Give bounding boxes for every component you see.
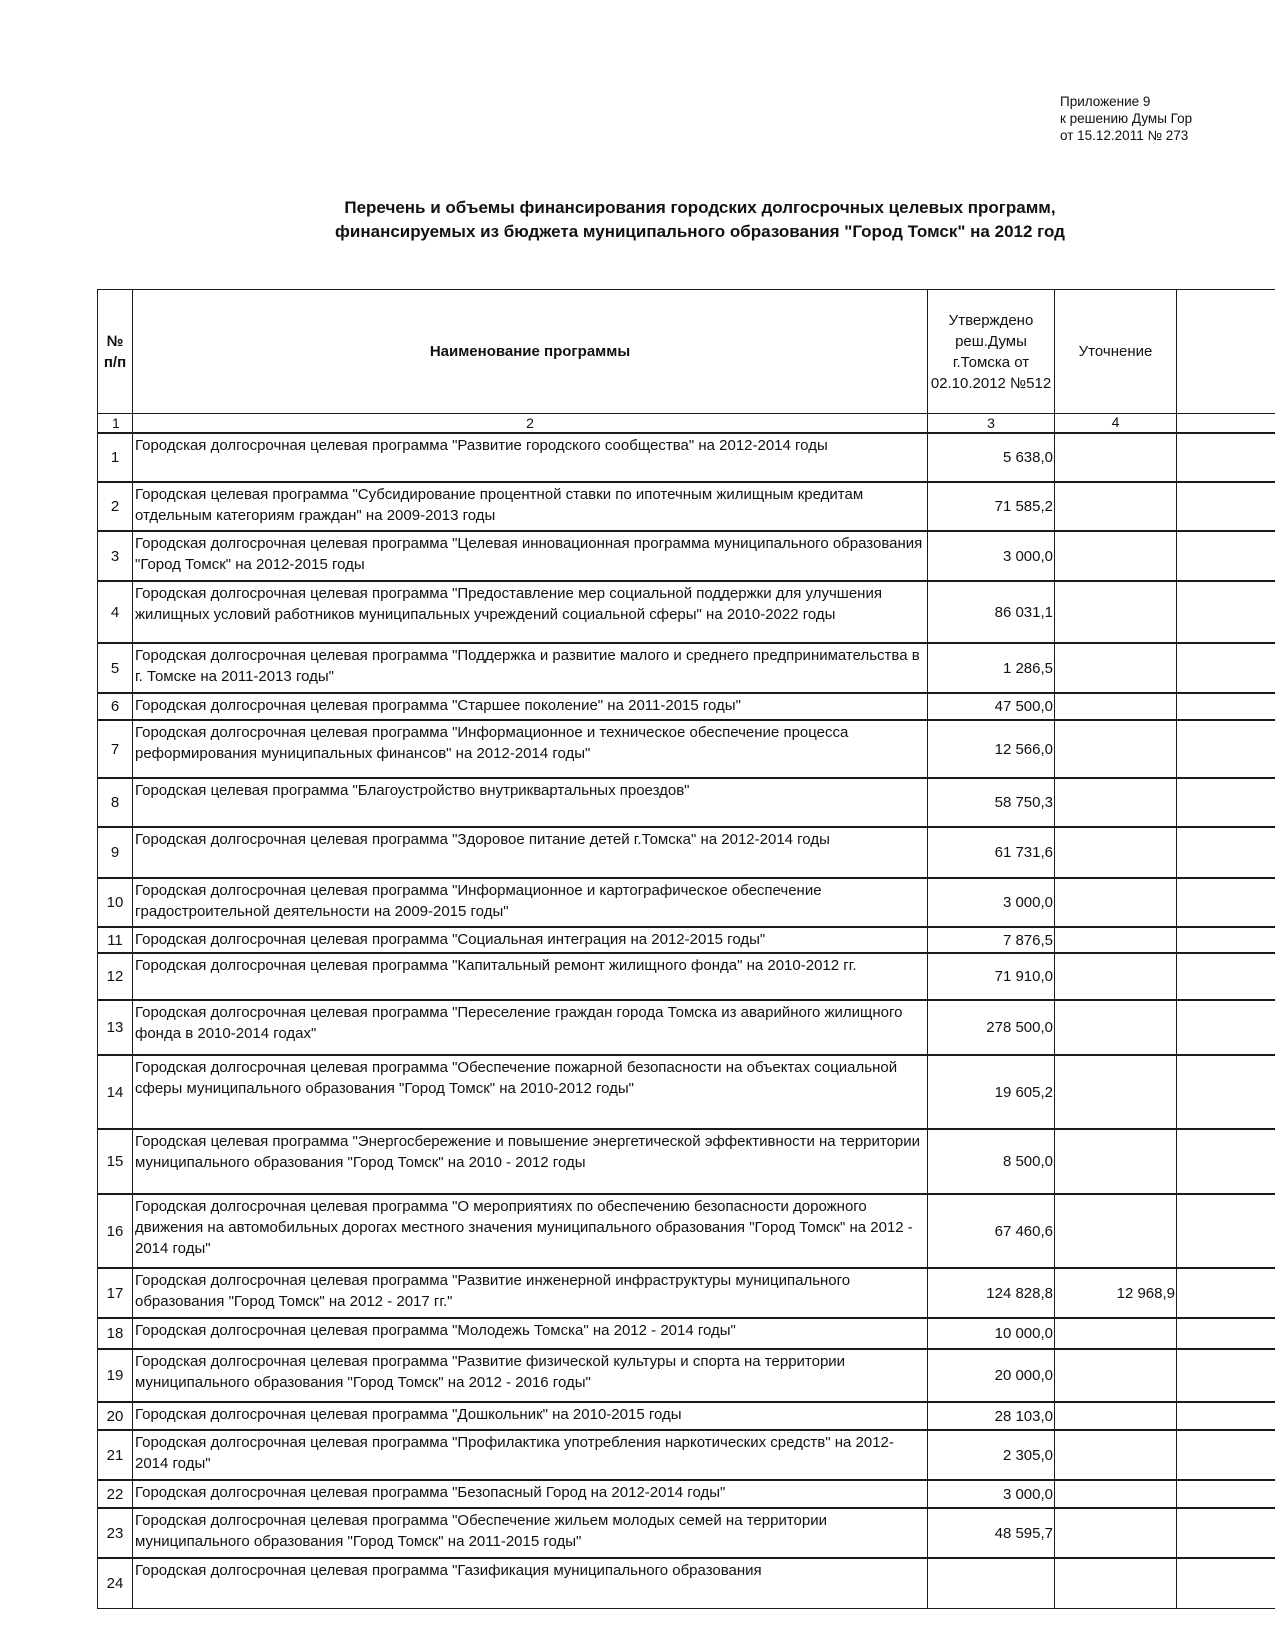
colnum-3: 3 bbox=[928, 414, 1055, 434]
appendix-line-1: Приложение 9 bbox=[1060, 94, 1151, 109]
program-name: Городская долгосрочная целевая программа "Газификация муниципального образования bbox=[133, 1558, 928, 1608]
approved-amount: 8 500,0 bbox=[928, 1129, 1055, 1194]
header-num: № п/п bbox=[98, 290, 133, 414]
extra-cell bbox=[1177, 927, 1275, 953]
approved-amount bbox=[928, 1558, 1055, 1608]
table-row bbox=[98, 693, 1275, 720]
program-name: Городская целевая программа "Субсидирование процентной ставки по ипотечным жилищным кредитам отдельным категориям граждан" на 2009-2013 годы bbox=[133, 482, 928, 531]
program-name: Городская долгосрочная целевая программа "Информационное и картографическое обеспечение градостроительной деятельности на 2009-2015 годы" bbox=[133, 878, 928, 927]
row-number: 21 bbox=[98, 1430, 133, 1480]
approved-amount: 19 605,2 bbox=[928, 1055, 1055, 1129]
adjustment-amount bbox=[1055, 720, 1177, 778]
program-name: Городская целевая программа "Энергосбережение и повышение энергетической эффективности на территории муниципального образования "Город Томск" на 2010 - 2012 годы bbox=[133, 1129, 928, 1194]
table-row bbox=[98, 878, 1275, 927]
extra-cell bbox=[1177, 1508, 1275, 1558]
program-name: Городская долгосрочная целевая программа "Переселение граждан города Томска из аварийного жилищного фонда в 2010-2014 годах" bbox=[133, 1000, 928, 1055]
approved-amount: 3 000,0 bbox=[928, 1480, 1055, 1508]
approved-amount: 61 731,6 bbox=[928, 827, 1055, 878]
extra-cell bbox=[1177, 1129, 1275, 1194]
table-row bbox=[98, 1055, 1275, 1129]
program-name: Городская долгосрочная целевая программа "Здоровое питание детей г.Томска" на 2012-2014 годы bbox=[133, 827, 928, 878]
title-line-2: финансируемых из бюджета муниципального образования "Город Томск" на 2012 год bbox=[335, 222, 1065, 241]
program-name: Городская долгосрочная целевая программа "Безопасный Город на 2012-2014 годы" bbox=[133, 1480, 928, 1508]
approved-amount: 86 031,1 bbox=[928, 581, 1055, 643]
table-row bbox=[98, 1508, 1275, 1558]
appendix-line-3: от 15.12.2011 № 273 bbox=[1060, 128, 1189, 143]
table-row bbox=[98, 1558, 1275, 1608]
colnum-2: 2 bbox=[133, 414, 928, 434]
row-number: 11 bbox=[98, 927, 133, 953]
approved-amount: 20 000,0 bbox=[928, 1349, 1055, 1402]
program-name: Городская долгосрочная целевая программа "Профилактика употребления наркотических средств" на 2012-2014 годы" bbox=[133, 1430, 928, 1480]
row-number: 24 bbox=[98, 1558, 133, 1608]
approved-amount: 1 286,5 bbox=[928, 643, 1055, 693]
extra-cell bbox=[1177, 482, 1275, 531]
programs-table bbox=[97, 289, 1275, 1609]
adjustment-amount bbox=[1055, 1000, 1177, 1055]
approved-amount: 71 910,0 bbox=[928, 953, 1055, 1000]
table-row bbox=[98, 581, 1275, 643]
extra-cell bbox=[1177, 1480, 1275, 1508]
adjustment-amount: 12 968,9 bbox=[1055, 1268, 1177, 1318]
adjustment-amount bbox=[1055, 1055, 1177, 1129]
extra-cell bbox=[1177, 878, 1275, 927]
approved-amount: 3 000,0 bbox=[928, 531, 1055, 581]
adjustment-amount bbox=[1055, 878, 1177, 927]
row-number: 22 bbox=[98, 1480, 133, 1508]
header-row bbox=[98, 290, 1275, 414]
table-row bbox=[98, 482, 1275, 531]
extra-cell bbox=[1177, 1402, 1275, 1430]
program-name: Городская долгосрочная целевая программа "Капитальный ремонт жилищного фонда" на 2010-2012 гг. bbox=[133, 953, 928, 1000]
table-row bbox=[98, 1480, 1275, 1508]
extra-cell bbox=[1177, 1558, 1275, 1608]
row-number: 12 bbox=[98, 953, 133, 1000]
adjustment-amount bbox=[1055, 1558, 1177, 1608]
row-number: 3 bbox=[98, 531, 133, 581]
extra-cell bbox=[1177, 1349, 1275, 1402]
row-number: 1 bbox=[98, 433, 133, 482]
approved-amount: 12 566,0 bbox=[928, 720, 1055, 778]
extra-cell bbox=[1177, 720, 1275, 778]
program-name: Городская долгосрочная целевая программа "Развитие физической культуры и спорта на территории муниципального образования "Город Томск" на 2012 - 2016 годы" bbox=[133, 1349, 928, 1402]
header-adjustment: Уточнение bbox=[1055, 290, 1177, 414]
extra-cell bbox=[1177, 1268, 1275, 1318]
approved-amount: 48 595,7 bbox=[928, 1508, 1055, 1558]
row-number: 16 bbox=[98, 1194, 133, 1268]
row-number: 2 bbox=[98, 482, 133, 531]
approved-amount: 47 500,0 bbox=[928, 693, 1055, 720]
adjustment-amount bbox=[1055, 778, 1177, 827]
row-number: 10 bbox=[98, 878, 133, 927]
extra-cell bbox=[1177, 693, 1275, 720]
header-extra bbox=[1177, 290, 1275, 414]
adjustment-amount bbox=[1055, 1430, 1177, 1480]
program-name: Городская долгосрочная целевая программа "Целевая инновационная программа муниципального образования "Город Томск" на 2012-2015 годы bbox=[133, 531, 928, 581]
program-name: Городская целевая программа "Благоустройство внутриквартальных проездов" bbox=[133, 778, 928, 827]
row-number: 13 bbox=[98, 1000, 133, 1055]
approved-amount: 124 828,8 bbox=[928, 1268, 1055, 1318]
row-number: 8 bbox=[98, 778, 133, 827]
program-name: Городская долгосрочная целевая программа "Молодежь Томска" на 2012 - 2014 годы" bbox=[133, 1318, 928, 1349]
approved-amount: 28 103,0 bbox=[928, 1402, 1055, 1430]
table-row bbox=[98, 531, 1275, 581]
table-row bbox=[98, 1430, 1275, 1480]
header-approved: Утверждено реш.Думы г.Томска от 02.10.2012 №512 bbox=[928, 290, 1055, 414]
adjustment-amount bbox=[1055, 927, 1177, 953]
program-name: Городская долгосрочная целевая программа "О мероприятиях по обеспечению безопасности дорожного движения на автомобильных дорогах местного значения муниципального образования "Город Томск" на 2012 - 2014 годы" bbox=[133, 1194, 928, 1268]
program-name: Городская долгосрочная целевая программа "Дошкольник" на 2010-2015 годы bbox=[133, 1402, 928, 1430]
appendix-line-2: к решению Думы Гор bbox=[1060, 111, 1193, 126]
row-number: 23 bbox=[98, 1508, 133, 1558]
adjustment-amount bbox=[1055, 1402, 1177, 1430]
adjustment-amount bbox=[1055, 531, 1177, 581]
table-row bbox=[98, 720, 1275, 778]
table-row bbox=[98, 778, 1275, 827]
adjustment-amount bbox=[1055, 1194, 1177, 1268]
table-body bbox=[98, 433, 1275, 1608]
row-number: 17 bbox=[98, 1268, 133, 1318]
title-line-1: Перечень и объемы финансирования городских долгосрочных целевых программ, bbox=[344, 198, 1056, 217]
adjustment-amount bbox=[1055, 1318, 1177, 1349]
adjustment-amount bbox=[1055, 953, 1177, 1000]
approved-amount: 10 000,0 bbox=[928, 1318, 1055, 1349]
extra-cell bbox=[1177, 827, 1275, 878]
colnum-4: 4 bbox=[1055, 414, 1177, 434]
table-row bbox=[98, 1349, 1275, 1402]
row-number: 14 bbox=[98, 1055, 133, 1129]
row-number: 6 bbox=[98, 693, 133, 720]
approved-amount: 5 638,0 bbox=[928, 433, 1055, 482]
extra-cell bbox=[1177, 1318, 1275, 1349]
approved-amount: 67 460,6 bbox=[928, 1194, 1055, 1268]
approved-amount: 3 000,0 bbox=[928, 878, 1055, 927]
program-name: Городская долгосрочная целевая программа "Старшее поколение" на 2011-2015 годы" bbox=[133, 693, 928, 720]
extra-cell bbox=[1177, 1194, 1275, 1268]
adjustment-amount bbox=[1055, 433, 1177, 482]
row-number: 18 bbox=[98, 1318, 133, 1349]
table-row bbox=[98, 1129, 1275, 1194]
column-number-row bbox=[98, 414, 1275, 434]
row-number: 20 bbox=[98, 1402, 133, 1430]
extra-cell bbox=[1177, 1430, 1275, 1480]
table-row bbox=[98, 927, 1275, 953]
row-number: 7 bbox=[98, 720, 133, 778]
extra-cell bbox=[1177, 1055, 1275, 1129]
appendix-note bbox=[1060, 93, 1192, 144]
table-row bbox=[98, 1000, 1275, 1055]
table-row bbox=[98, 433, 1275, 482]
adjustment-amount bbox=[1055, 1129, 1177, 1194]
table-row bbox=[98, 643, 1275, 693]
approved-amount: 278 500,0 bbox=[928, 1000, 1055, 1055]
adjustment-amount bbox=[1055, 693, 1177, 720]
extra-cell bbox=[1177, 531, 1275, 581]
extra-cell bbox=[1177, 1000, 1275, 1055]
table-row bbox=[98, 1402, 1275, 1430]
adjustment-amount bbox=[1055, 827, 1177, 878]
program-name: Городская долгосрочная целевая программа "Предоставление мер социальной поддержки для улучшения жилищных условий работников муниципальных учреждений социальной сферы" на 2010-2022 годы bbox=[133, 581, 928, 643]
row-number: 19 bbox=[98, 1349, 133, 1402]
program-name: Городская долгосрочная целевая программа "Информационное и техническое обеспечение процесса реформирования муниципальных финансов" на 2012-2014 годы" bbox=[133, 720, 928, 778]
adjustment-amount bbox=[1055, 482, 1177, 531]
row-number: 5 bbox=[98, 643, 133, 693]
adjustment-amount bbox=[1055, 643, 1177, 693]
extra-cell bbox=[1177, 581, 1275, 643]
table-row bbox=[98, 953, 1275, 1000]
program-name: Городская долгосрочная целевая программа "Социальная интеграция на 2012-2015 годы" bbox=[133, 927, 928, 953]
program-name: Городская долгосрочная целевая программа "Обеспечение жильем молодых семей на территории муниципального образования "Город Томск" на 2011-2015 годы" bbox=[133, 1508, 928, 1558]
adjustment-amount bbox=[1055, 1480, 1177, 1508]
row-number: 9 bbox=[98, 827, 133, 878]
program-name: Городская долгосрочная целевая программа "Обеспечение пожарной безопасности на объектах социальной сферы муниципального образования "Город Томск" на 2010-2012 годы" bbox=[133, 1055, 928, 1129]
program-name: Городская долгосрочная целевая программа "Развитие инженерной инфраструктуры муниципального образования "Город Томск" на 2012 - 2017 гг." bbox=[133, 1268, 928, 1318]
approved-amount: 58 750,3 bbox=[928, 778, 1055, 827]
approved-amount: 2 305,0 bbox=[928, 1430, 1055, 1480]
header-name: Наименование программы bbox=[133, 290, 928, 414]
table-row bbox=[98, 1194, 1275, 1268]
adjustment-amount bbox=[1055, 581, 1177, 643]
program-name: Городская долгосрочная целевая программа "Поддержка и развитие малого и среднего предпринимательства в г. Томске на 2011-2013 годы" bbox=[133, 643, 928, 693]
adjustment-amount bbox=[1055, 1349, 1177, 1402]
extra-cell bbox=[1177, 778, 1275, 827]
extra-cell bbox=[1177, 953, 1275, 1000]
table-row bbox=[98, 1268, 1275, 1318]
program-name: Городская долгосрочная целевая программа "Развитие городского сообщества" на 2012-2014 годы bbox=[133, 433, 928, 482]
row-number: 4 bbox=[98, 581, 133, 643]
approved-amount: 71 585,2 bbox=[928, 482, 1055, 531]
document-title bbox=[200, 196, 1200, 244]
colnum-5 bbox=[1177, 414, 1275, 434]
approved-amount: 7 876,5 bbox=[928, 927, 1055, 953]
extra-cell bbox=[1177, 433, 1275, 482]
row-number: 15 bbox=[98, 1129, 133, 1194]
table-row bbox=[98, 1318, 1275, 1349]
extra-cell bbox=[1177, 643, 1275, 693]
colnum-1: 1 bbox=[98, 414, 133, 434]
adjustment-amount bbox=[1055, 1508, 1177, 1558]
table-row bbox=[98, 827, 1275, 878]
